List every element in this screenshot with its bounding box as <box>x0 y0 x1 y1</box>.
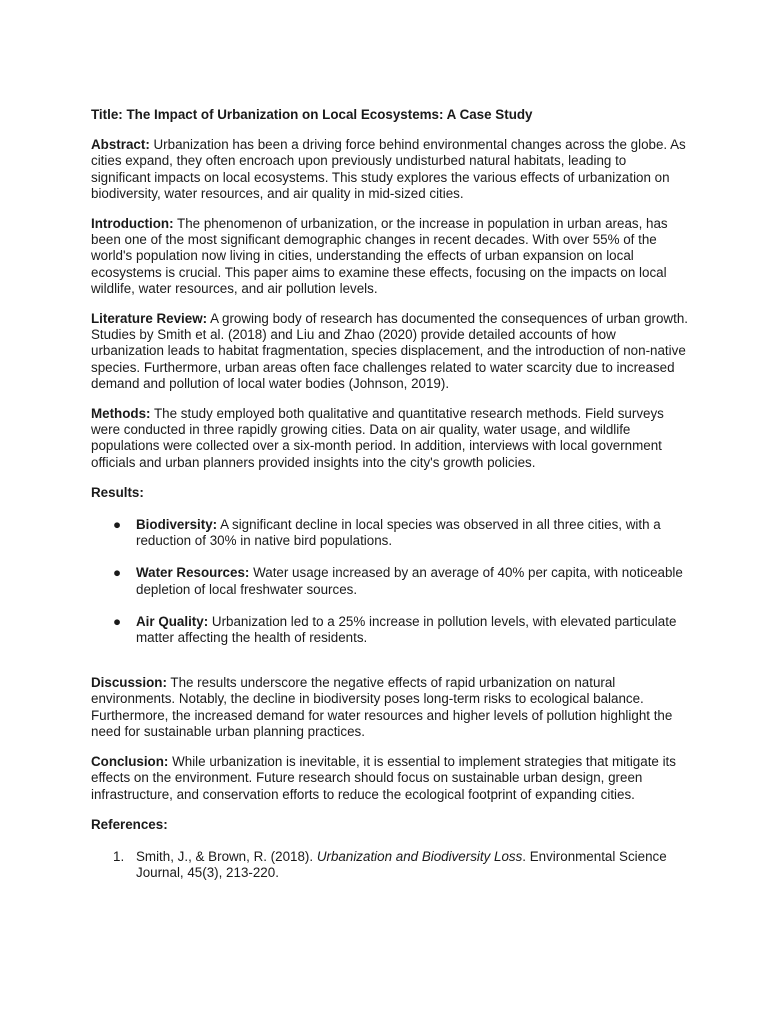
reference-rest: . Environmental Science Journal, 45(3), 213-220. <box>136 848 667 881</box>
list-item <box>91 565 688 597</box>
introduction-text: The phenomenon of urbanization, or the increase in population in urban areas, has been one of the most significant demographic changes in recent decades. With over 55% of the world's population now living in cities, understanding the effects of urban expansion on local ecosystems is crucial. This paper aims to examine these effects, focusing on the impacts on local wildlife, water resources, and air pollution levels. <box>91 216 668 296</box>
conclusion-section <box>91 754 688 803</box>
literature-review-section <box>91 311 688 392</box>
literature-review-label: Literature Review: <box>91 311 208 327</box>
document-title <box>91 107 688 123</box>
bullet-icon: ● <box>113 565 122 581</box>
discussion-section <box>91 675 688 740</box>
reference-number: 1. <box>113 848 125 864</box>
list-item <box>91 614 688 646</box>
abstract-section <box>91 137 688 202</box>
bullet-icon: ● <box>113 517 122 533</box>
introduction-label: Introduction: <box>91 216 174 232</box>
abstract-text: Urbanization has been a driving force behind environmental changes across the globe. As cities expand, they often encroach upon previously undisturbed natural habitats, leading to significant impacts on local ecosystems. This study explores the various effects of urbanization on biodiversity, water resources, and air quality in mid-sized cities. <box>91 137 686 201</box>
result-text: Water usage increased by an average of 40% per capita, with noticeable depletion of local freshwater sources. <box>136 565 683 597</box>
literature-review-text: A growing body of research has documented the consequences of urban growth. Studies by Smith et al. (2018) and Liu and Zhao (2020) provide detailed accounts of how urbanization leads to habitat fragmentation, species displacement, and the introduction of non-native species. Furthermore, urban areas often face challenges related to water scarcity due to increased demand and pollution of local water bodies (Johnson, 2019). <box>91 311 688 391</box>
reference-authors: Smith, J., & Brown, R. (2018). <box>136 848 314 864</box>
references-heading: References: <box>91 816 168 832</box>
introduction-section <box>91 216 688 297</box>
methods-text: The study employed both qualitative and quantitative research methods. Field surveys were conducted in three rapidly growing cities. Data on air quality, water usage, and wildlife populations were collected over a six-month period. In addition, interviews with local government officials and urban planners provided insights into the city's growth policies. <box>91 406 664 470</box>
methods-label: Methods: <box>91 406 151 422</box>
results-heading: Results: <box>91 484 144 500</box>
conclusion-label: Conclusion: <box>91 754 169 770</box>
list-item <box>91 517 688 549</box>
reference-title: Urbanization and Biodiversity Loss <box>316 848 523 864</box>
title-text: The Impact of Urbanization on Local Ecosystems: A Case Study <box>126 107 533 122</box>
list-item <box>91 849 688 881</box>
bullet-icon: ● <box>113 613 122 629</box>
references-list <box>91 849 688 881</box>
results-list <box>91 517 688 646</box>
discussion-text: The results underscore the negative effects of rapid urbanization on natural environments. Notably, the decline in biodiversity poses long-term risks to ecological balance. Furthermore, the increased demand for water resources and higher levels of pollution highlight the need for sustainable urban planning practices. <box>91 675 673 739</box>
result-text: A significant decline in local species was observed in all three cities, with a reduction of 30% in native bird populations. <box>136 517 661 549</box>
methods-section <box>91 406 688 471</box>
result-label: Air Quality: <box>136 613 209 629</box>
title-label: Title: <box>91 107 123 122</box>
discussion-label: Discussion: <box>91 675 167 691</box>
result-text: Urbanization led to a 25% increase in pollution levels, with elevated particulate matter affecting the health of residents. <box>136 613 677 646</box>
result-label: Water Resources: <box>136 565 250 581</box>
result-label: Biodiversity: <box>136 517 218 533</box>
conclusion-text: While urbanization is inevitable, it is essential to implement strategies that mitigate its effects on the environment. Future research should focus on sustainable urban design, green infrastructure, and conservation efforts to reduce the ecological footprint of expanding cities. <box>91 754 676 802</box>
abstract-label: Abstract: <box>91 137 150 153</box>
